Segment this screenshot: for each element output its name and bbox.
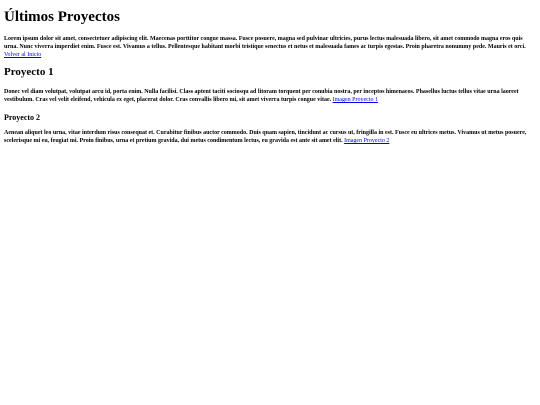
intro-text: Lorem ipsum dolor sit amet, consectetuer adipiscing elit. Maecenas porttitor congue massa. Fusce posuere, magna sed pulvinar ultricies, purus lectus malesuada libero, sit amet commodo magna eros quis urna. Nunc viverra imperdiet enim. Fusce est. Vivamus a tellus. Pellentesque habitant morbi tristique senectus et netus et malesuada fames ac turpis egestas. Proin pharetra nonummy pede. Mauris et orci. (4, 36, 526, 50)
project-2-paragraph (4, 129, 536, 145)
project-2-heading: Proyecto 2 (4, 113, 41, 122)
intro-paragraph (4, 35, 536, 59)
project-1-image-link[interactable]: Imagen Proyecto 1 (332, 97, 378, 103)
back-home-link[interactable]: Volver al Inicio (4, 52, 42, 58)
project-2-image-link[interactable]: Imagen Proyecto 2 (344, 138, 390, 144)
project-1-paragraph (4, 88, 536, 104)
project-2-text: Aenean aliquet leo urna, vitae interdum risus consequat et. Curabitur finibus auctor commodo. Duis quam sapien, tincidunt ac cursus ut, fringilla in est. Fusce eu ultrices metus. Vivamus ut metus posuere, scelerisque mi eu, feugiat mi. Proin finibus, urna et pretium gravida, dui metus condimentum lectus, eu gravida est ante sit amet elit. (4, 130, 527, 144)
project-1-heading: Proyecto 1 (4, 66, 54, 78)
page-title: Últimos Proyectos (4, 9, 120, 25)
project-1-text: Donec vel diam volutpat, volutpat arcu id, porta enim. Nulla facilisi. Class aptent taciti sociosqu ad litoram torquent per conubia nostra, per inceptos himenaeos. Phasellus luctus tellus vitae urna laoreet vestibulum. Cras vel velit eleifend, vehicula ex eget, placerat dolor. Cras convallis libero mi, sit amet viverra turpis congue vitae. (4, 89, 519, 103)
